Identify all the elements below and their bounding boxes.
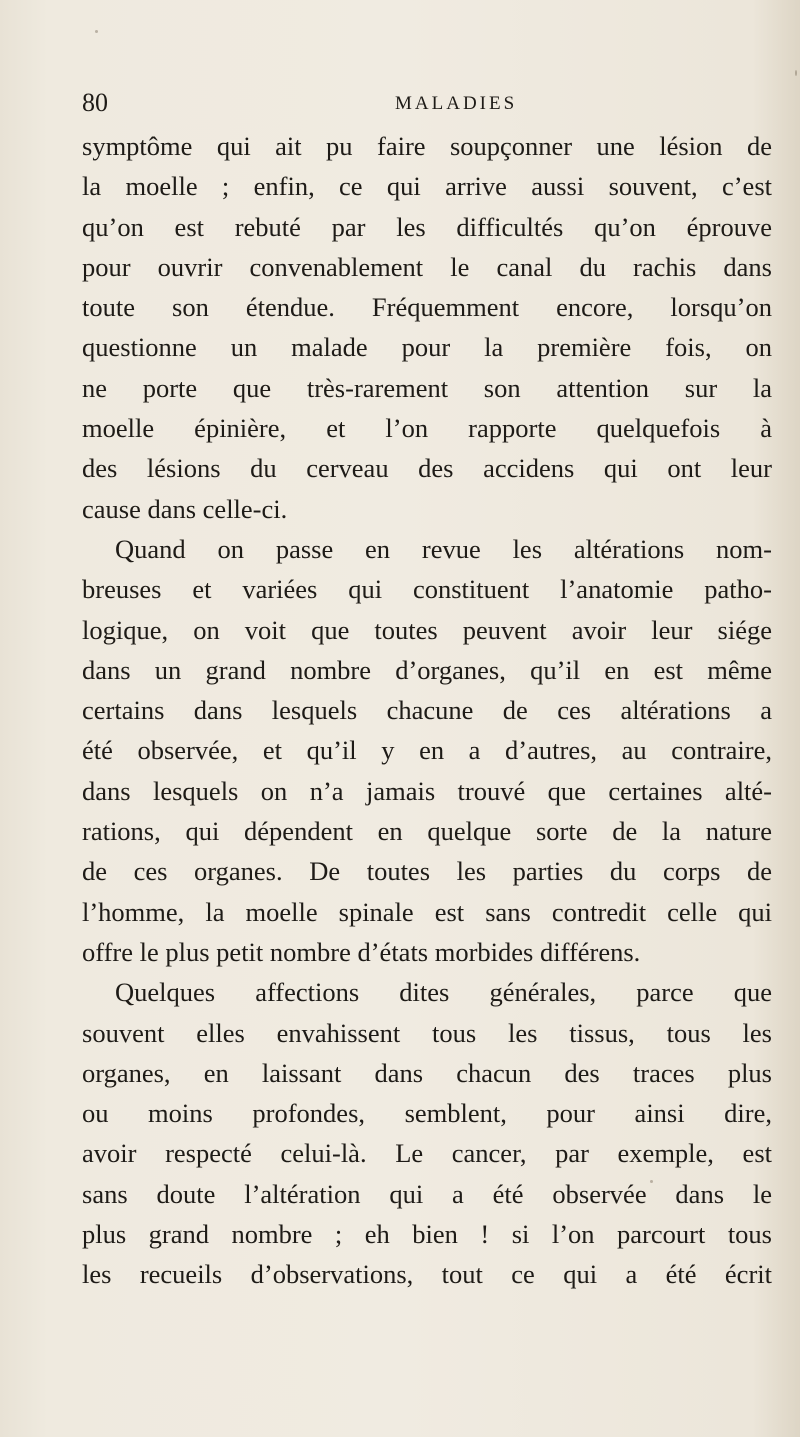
text-line: cause dans celle-ci. xyxy=(82,493,288,524)
text-line: de ces organes. De toutes les parties du corps de xyxy=(82,856,772,887)
text-line: logique, on voit que toutes peuvent avoir leur siége xyxy=(82,614,772,645)
text-line: été observée, et qu’il y en a d’autres, au contraire, xyxy=(82,735,772,766)
paper-speck xyxy=(95,30,98,33)
text-line: ne porte que très-rarement son attention sur la xyxy=(82,372,772,403)
text-line: plus grand nombre ; eh bien ! si l’on parcourt tous xyxy=(82,1219,772,1250)
paper-speck xyxy=(180,1230,182,1232)
text-line: sans doute l’altération qui a été observée dans le xyxy=(82,1178,772,1209)
text-line: la moelle ; enfin, ce qui arrive aussi souvent, c’est xyxy=(82,171,772,202)
text-line: Quelques affections dites générales, parce que xyxy=(115,977,772,1008)
text-line: toute son étendue. Fréquemment encore, lorsqu’on xyxy=(82,292,772,323)
text-line: questionne un malade pour la première fois, on xyxy=(82,332,772,363)
running-head xyxy=(82,86,782,120)
text-line: certains dans lesquels chacune de ces altérations a xyxy=(82,695,772,726)
text-line: moelle épinière, et l’on rapporte quelquefois à xyxy=(82,413,772,444)
text-line: les recueils d’observations, tout ce qui a été écrit xyxy=(82,1259,772,1290)
text-line: rations, qui dépendent en quelque sorte de la nature xyxy=(82,816,772,847)
text-line: dans un grand nombre d’organes, qu’il en est même xyxy=(82,654,772,685)
paper-speck xyxy=(650,1180,653,1183)
body-text xyxy=(82,126,772,1295)
text-line: l’homme, la moelle spinale est sans contredit celle qui xyxy=(82,896,772,927)
text-line: des lésions du cerveau des accidens qui ont leur xyxy=(82,453,772,484)
text-line: pour ouvrir convenablement le canal du rachis dans xyxy=(82,251,772,282)
text-line: symptôme qui ait pu faire soupçonner une lésion de xyxy=(82,131,772,161)
text-line: breuses et variées qui constituent l’anatomie patho- xyxy=(82,574,772,605)
running-title: MALADIES xyxy=(395,93,518,114)
page-number: 80 xyxy=(82,88,108,117)
text-line: qu’on est rebuté par les difficultés qu’on éprouve xyxy=(82,211,772,242)
text-line: dans lesquels on n’a jamais trouvé que certaines alté- xyxy=(82,775,772,806)
text-line: offre le plus petit nombre d’états morbides différens. xyxy=(82,936,641,967)
text-line: souvent elles envahissent tous les tissus, tous les xyxy=(82,1017,772,1048)
text-line: organes, en laissant dans chacun des traces plus xyxy=(82,1057,772,1088)
paper-speck xyxy=(795,70,797,76)
text-line: ou moins profondes, semblent, pour ainsi dire, xyxy=(82,1098,772,1129)
text-line: Quand on passe en revue les altérations nom- xyxy=(115,533,772,564)
text-line: avoir respecté celui-là. Le cancer, par exemple, est xyxy=(82,1138,772,1169)
